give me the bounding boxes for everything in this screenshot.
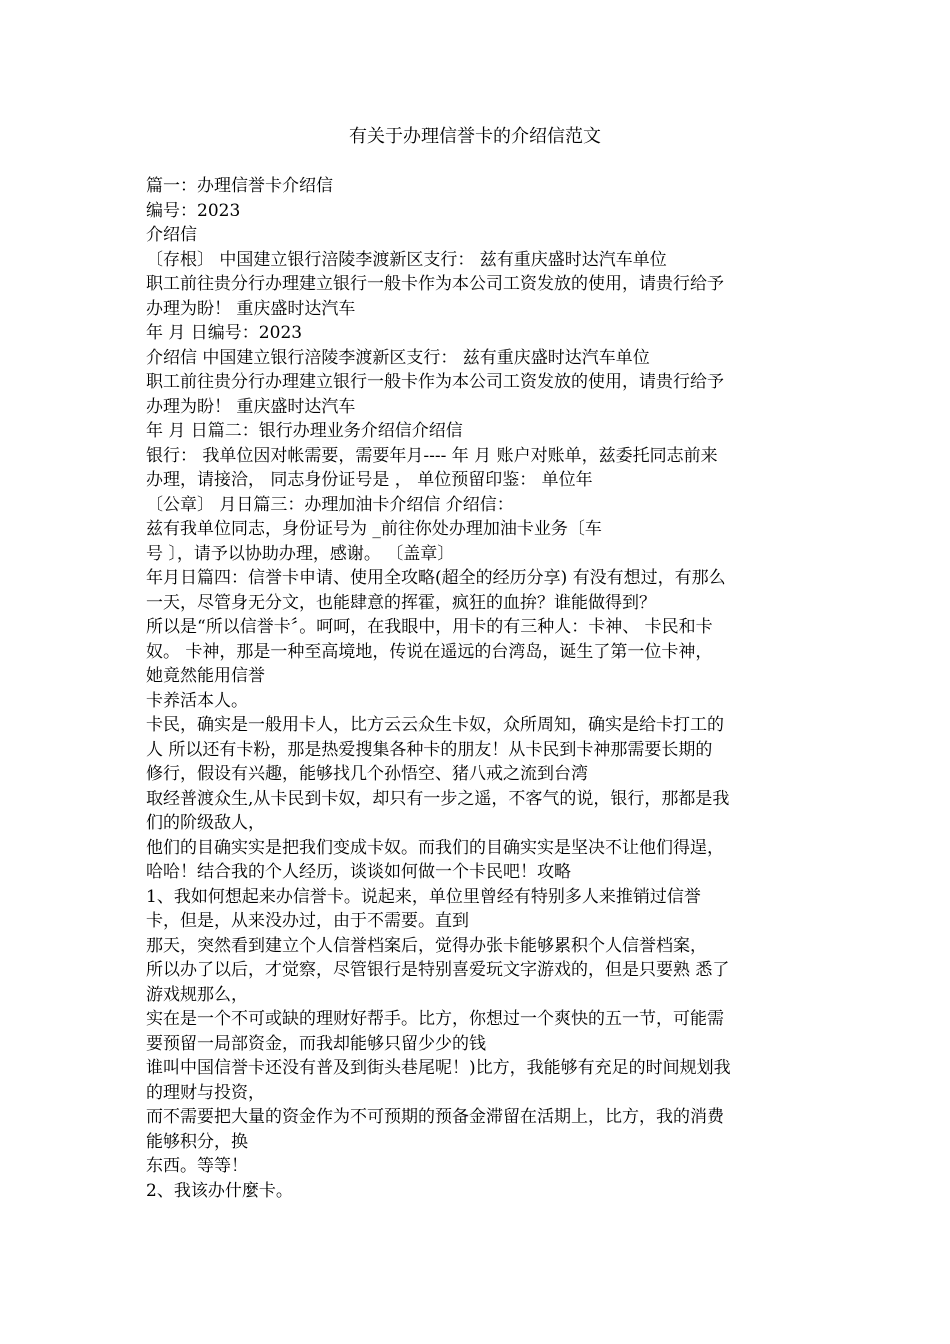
text-line: 修行，假设有兴趣，能够找几个孙悟空、猪八戒之流到台湾 xyxy=(146,764,588,784)
text-line: 卡民，确实是一般用卡人，比方云云众生卡奴，众所周知，确实是给卡打工的 xyxy=(146,715,724,735)
text-line: 谁叫中国信誉卡还没有普及到街头巷尾呢！)比方，我能够有充足的时间规划我 xyxy=(146,1058,731,1078)
text-line: 实在是一个不可或缺的理财好帮手。比方，你想过一个爽快的五一节，可能需 xyxy=(146,1009,724,1029)
text-line: 年 月 日篇二：银行办理业务介绍信介绍信 xyxy=(146,421,463,441)
text-line: 东西。等等！ xyxy=(146,1156,248,1176)
document-body xyxy=(146,174,810,1203)
text-line: 职工前往贵分行办理建立银行一般卡作为本公司工资发放的使用，请贵行给予 xyxy=(146,372,724,392)
text-line: 她竟然能用信誉 xyxy=(146,666,265,686)
text-line: 〔公章〕 月日篇三：办理加油卡介绍信 介绍信： xyxy=(146,494,514,515)
text-line: 银行： 我单位因对帐需要，需要年月---- 年 月 账户对账单，兹委托同志前来 xyxy=(146,445,718,466)
text-line: 篇一：办理信誉卡介绍信 xyxy=(146,176,333,196)
text-line: 〔存根〕 中国建立银行涪陵李渡新区支行： 兹有重庆盛时达汽车单位 xyxy=(146,249,667,270)
text-line: 年月日篇四：信誉卡申请、使用全攻略(超全的经历分享) 有没有想过，有那么 xyxy=(146,568,726,588)
text-line: 职工前往贵分行办理建立银行一般卡作为本公司工资发放的使用，请贵行给予 xyxy=(146,274,724,294)
text-line: 能够积分，换 xyxy=(146,1131,248,1152)
text-line: 办理为盼！ 重庆盛时达汽车 xyxy=(146,298,356,319)
text-line: 奴。 卡神，那是一种至高境地，传说在遥远的台湾岛，诞生了第一位卡神， xyxy=(146,641,713,662)
text-line: 所以是“所以信誉卡〞。呵呵，在我眼中，用卡的有三种人：卡神、 卡民和卡 xyxy=(146,617,713,637)
text-line: 兹有我单位同志，身份证号为 _前往你处办理加油卡业务〔车 xyxy=(146,519,602,539)
text-line: 人 所以还有卡粉，那是热爱搜集各种卡的朋友！从卡民到卡神那需要长期的 xyxy=(146,739,713,760)
text-line: 他们的目确实实是把我们变成卡奴。而我们的目确实实是坚决不让他们得逞， xyxy=(146,837,724,858)
text-line: 所以办了以后，才觉察，尽管银行是特别喜爱玩文字游戏的，但是只要熟 悉了 xyxy=(146,960,730,980)
document-title: 有关于办理信誉卡的介绍信范文 xyxy=(349,126,601,147)
text-line: 而不需要把大量的资金作为不可预期的预备金滞留在活期上，比方，我的消费 xyxy=(146,1107,724,1127)
text-line: 卡，但是，从来没办过，由于不需要。直到 xyxy=(146,911,469,931)
text-line: 2、我该办什麼卡。 xyxy=(146,1180,293,1201)
text-line: 的理财与投资， xyxy=(146,1082,265,1103)
text-line: 游戏规那么， xyxy=(146,984,248,1005)
text-line: 要预留一局部资金，而我却能够只留少少的钱 xyxy=(146,1033,486,1054)
text-line: 编号：2023 xyxy=(146,200,241,221)
text-line: 卡养活本人。 xyxy=(146,690,248,711)
text-line: 哈哈！结合我的个人经历，谈谈如何做一个卡民吧！攻略 xyxy=(146,862,571,882)
text-line: 号 〕，请予以协助办理，感谢。 〔盖章〕 xyxy=(146,543,455,564)
text-line: 一天，尽管身无分文，也能肆意的挥霍，疯狂的血拚？谁能做得到？ xyxy=(146,592,656,613)
text-line: 那天，突然看到建立个人信誉档案后，觉得办张卡能够累积个人信誉档案， xyxy=(146,935,707,956)
text-line: 1、我如何想起来办信誉卡。说起来，单位里曾经有特别多人来推销过信誉 xyxy=(146,886,701,907)
text-line: 介绍信 xyxy=(146,225,197,245)
text-line: 办理为盼！ 重庆盛时达汽车 xyxy=(146,396,356,417)
text-line: 介绍信 中国建立银行涪陵李渡新区支行： 兹有重庆盛时达汽车单位 xyxy=(146,347,650,368)
text-line: 取经普渡众生,从卡民到卡奴，却只有一步之遥，不客气的说，银行，那都是我 xyxy=(146,788,730,809)
text-line: 们的阶级敌人， xyxy=(146,813,265,833)
text-line: 年 月 日编号：2023 xyxy=(146,323,303,343)
text-line: 办理，请接洽， 同志身份证号是 ， 单位预留印鉴： 单位年 xyxy=(146,470,593,490)
